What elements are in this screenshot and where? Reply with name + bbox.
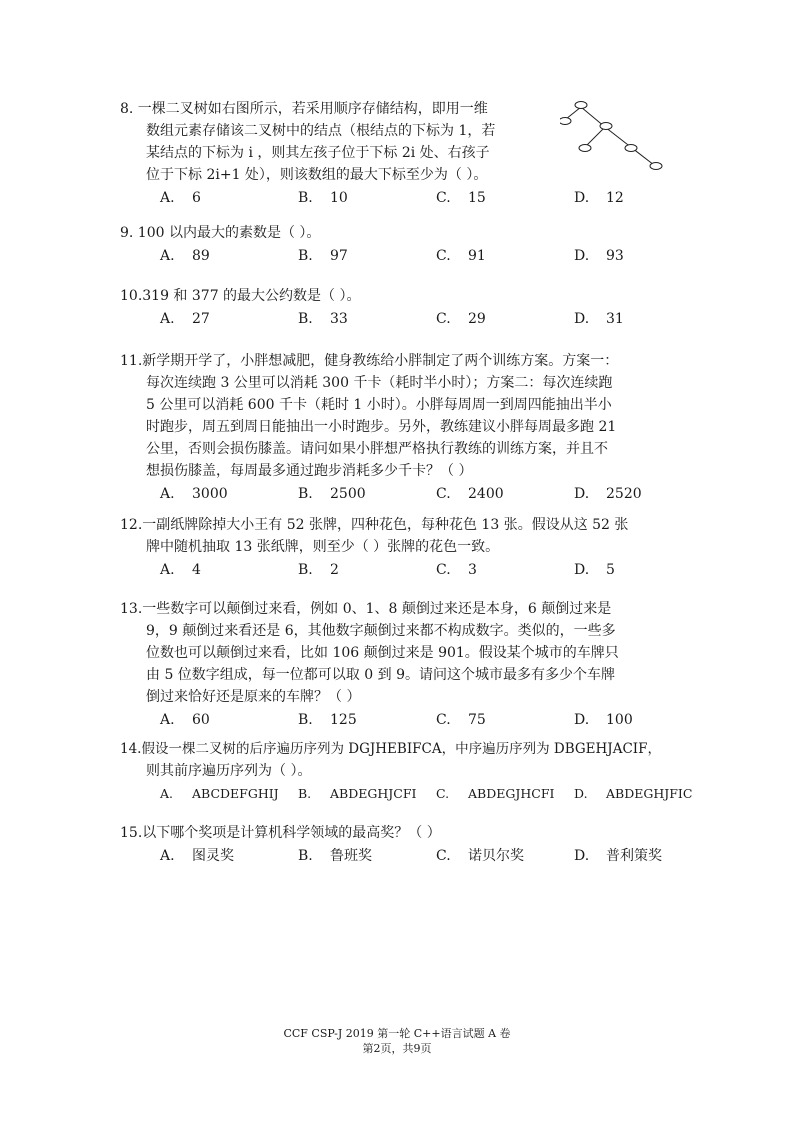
question-stem-line: 11.新学期开学了，小胖想减肥，健身教练给小胖制定了两个训练方案。方案一： [120, 353, 619, 369]
option-d: D. 93 [574, 248, 624, 264]
option-c: C. 91 [436, 248, 486, 264]
tree-node [579, 145, 591, 152]
question-13 [120, 598, 680, 732]
question-stem-line: 由 5 位数字组成，每一位都可以取 0 到 9。请问这个城市最多有多少个车牌 [146, 667, 615, 683]
option-b: B. 2 [298, 562, 339, 578]
option-d: D. 5 [574, 562, 615, 578]
option-b: B. 鲁班奖 [298, 848, 372, 864]
option-a: A. 89 [160, 248, 210, 264]
question-stem-line: 13.一些数字可以颠倒过来看，例如 0、1、8 颠倒过来还是本身，6 颠倒过来是 [120, 601, 612, 617]
question-14 [120, 738, 693, 806]
question-10 [120, 285, 680, 331]
option-b: B. 2500 [298, 486, 366, 502]
tree-node [575, 102, 587, 109]
answer-options [120, 782, 693, 806]
answer-options [120, 307, 680, 331]
option-a: A. ABCDEFGHIJ [160, 786, 279, 801]
option-b: B. 10 [298, 190, 348, 206]
answer-options [120, 186, 680, 210]
question-stem-line: 牌中随机抽取 13 张纸牌，则至少（ ）张牌的花色一致。 [146, 539, 500, 555]
question-stem-line: 某结点的下标为 i ，则其左孩子位于下标 2i 处、右孩子 [146, 145, 490, 161]
answer-options [120, 844, 680, 868]
question-stem-line: 9，9 颠倒过来看还是 6，其他数字颠倒过来都不构成数字。类似的，一些多 [146, 623, 616, 639]
tree-node [560, 118, 571, 125]
question-stem-line: 每次连续跑 3 公里可以消耗 300 千卡（耗时半小时）；方案二：每次连续跑 [146, 375, 613, 391]
question-stem-line: 倒过来恰好还是原来的车牌？（ ） [146, 689, 361, 705]
option-a: A. 3000 [160, 486, 228, 502]
option-d: D. ABDEGHJFIC [574, 786, 693, 801]
option-a: A. 4 [160, 562, 201, 578]
binary-tree-figure [560, 98, 670, 178]
question-stem-line: 位于下标 2i+1 处），则该数组的最大下标至少为（ ）。 [146, 167, 488, 183]
option-d: D. 31 [574, 311, 624, 327]
question-stem-line: 5 公里可以消耗 600 千卡（耗时 1 小时）。小胖每周周一到周四能抽出半小 [146, 397, 612, 413]
question-stem-line: 9. 100 以内最大的素数是（ ）。 [120, 225, 321, 241]
option-c: C. ABDEGJHCFI [436, 786, 555, 801]
question-stem-line: 位数也可以颠倒过来看，比如 106 颠倒过来是 901。假设某个城市的车牌只 [146, 645, 619, 661]
option-c: C. 15 [436, 190, 486, 206]
question-stem-line: 想损伤膝盖，每周最多通过跑步消耗多少千卡？（ ） [146, 463, 473, 479]
option-a: A. 图灵奖 [160, 848, 234, 864]
option-c: C. 29 [436, 311, 486, 327]
question-stem-line: 14.假设一棵二叉树的后序遍历序列为 DGJHEBIFCA，中序遍历序列为 DBGEHJACIF， [120, 741, 661, 757]
option-a: A. 6 [160, 190, 201, 206]
question-stem-line: 12.一副纸牌除掉大小王有 52 张牌，四种花色，每种花色 13 张。假设从这 52 张 [120, 517, 629, 533]
question-stem-line: 则其前序遍历序列为（ ）。 [146, 763, 312, 779]
answer-options [120, 558, 680, 582]
option-d: D. 普利策奖 [574, 848, 662, 864]
option-a: A. 60 [160, 712, 210, 728]
footer-page-number: 第2页，共9页 [362, 1042, 432, 1055]
option-b: B. 97 [298, 248, 348, 264]
answer-options [120, 244, 680, 268]
question-9 [120, 222, 680, 268]
option-b: B. ABDEGHJCFI [298, 786, 417, 801]
option-c: C. 3 [436, 562, 477, 578]
option-d: D. 2520 [574, 486, 642, 502]
question-15 [120, 822, 680, 868]
question-stem-line: 数组元素存储该二叉树中的结点（根结点的下标为 1，若 [146, 123, 496, 139]
question-stem-line: 15.以下哪个奖项是计算机科学领域的最高奖？（ ） [120, 825, 441, 841]
option-a: A. 27 [160, 311, 210, 327]
option-c: C. 2400 [436, 486, 504, 502]
question-stem-line: 公里，否则会损伤膝盖。请问如果小胖想严格执行教练的训练方案，并且不 [146, 441, 608, 457]
answer-options [120, 708, 680, 732]
tree-node [625, 145, 637, 152]
option-b: B. 33 [298, 311, 348, 327]
question-stem-line: 8. 一棵二叉树如右图所示，若采用顺序存储结构，即用一维 [120, 101, 488, 117]
question-stem-line: 10.319 和 377 的最大公约数是（ ）。 [120, 288, 361, 304]
option-d: D. 12 [574, 190, 624, 206]
option-c: C. 诺贝尔奖 [436, 848, 524, 864]
answer-options [120, 482, 680, 506]
question-12 [120, 514, 680, 582]
option-d: D. 100 [574, 712, 633, 728]
tree-node [600, 123, 612, 130]
question-11 [120, 350, 680, 506]
page-footer [0, 1026, 794, 1056]
option-b: B. 125 [298, 712, 357, 728]
option-c: C. 75 [436, 712, 486, 728]
footer-exam-title: CCF CSP-J 2019 第一轮 C++语言试题 A 卷 [283, 1027, 511, 1040]
tree-node [650, 163, 662, 170]
question-stem-line: 时跑步，周五到周日能抽出一小时跑步。另外，教练建议小胖每周最多跑 21 [146, 419, 617, 435]
